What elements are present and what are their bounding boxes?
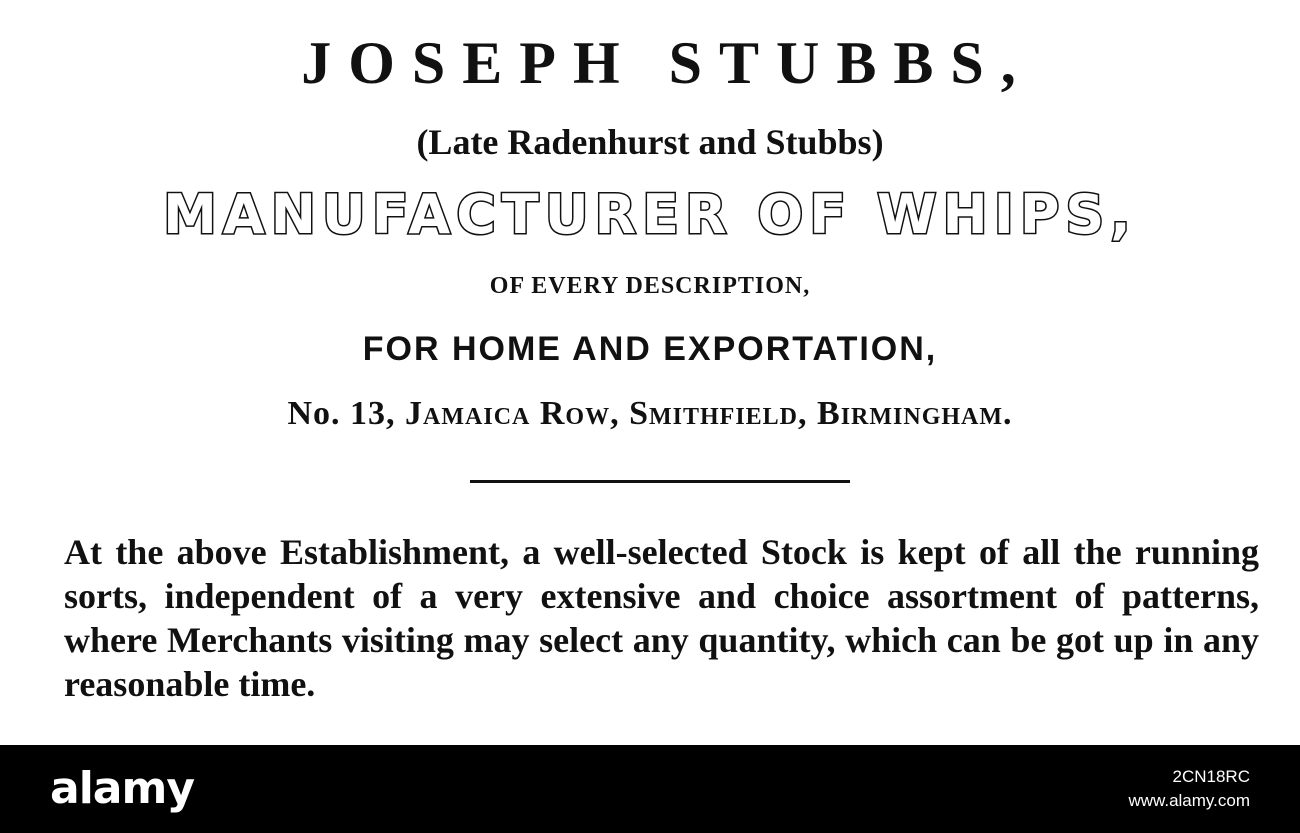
alamy-logo: alamy bbox=[50, 763, 194, 814]
trade-heading: MANUFACTURER OF WHIPS, bbox=[163, 183, 1137, 246]
watermark-bar bbox=[0, 745, 1300, 833]
address-street: Jamaica Row, bbox=[405, 395, 620, 432]
address-district: Smithfield, bbox=[629, 395, 808, 432]
market-line: FOR HOME AND EXPORTATION, bbox=[362, 330, 938, 368]
address-city: Birmingham. bbox=[817, 395, 1013, 432]
business-name: JOSEPH STUBBS, bbox=[301, 30, 1033, 96]
divider-rule bbox=[470, 480, 850, 483]
address-number: No. 13, bbox=[287, 395, 396, 432]
former-firm-name: (Late Radenhurst and Stubbs) bbox=[416, 122, 884, 162]
description-paragraph: At the above Establishment, a well-selected Stock is kept of all the running sorts, independent of a very extensive and choice assortment of patterns, where Merchants visiting may select any quantity, which can be got up in any reasonable time. bbox=[64, 532, 1259, 704]
address-line bbox=[0, 390, 1300, 438]
image-id: 2CN18RC bbox=[1172, 767, 1250, 786]
site-url: www.alamy.com bbox=[1128, 791, 1250, 810]
scope-line: OF EVERY DESCRIPTION, bbox=[489, 273, 811, 299]
image-id-block bbox=[1128, 765, 1250, 813]
